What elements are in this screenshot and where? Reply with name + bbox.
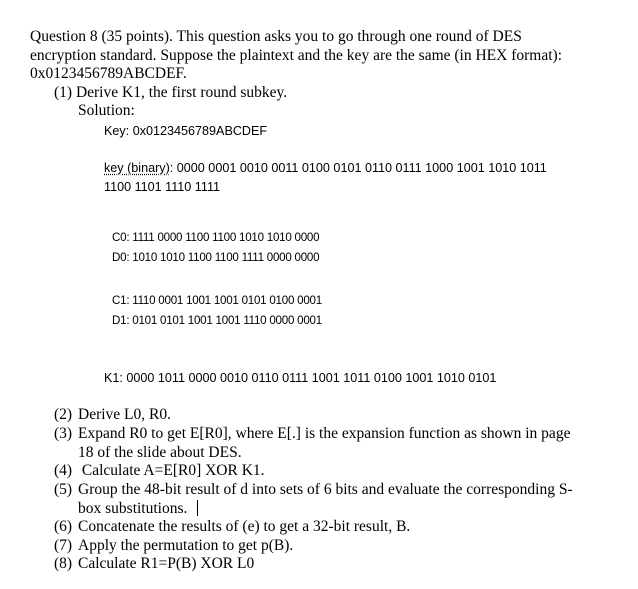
d0-value: D0: 1010 1010 1100 1100 1111 0000 0000 — [112, 251, 320, 264]
part1-label: (1) Derive K1, the first round subkey. — [54, 84, 288, 101]
item-text: Expand R0 to get E[R0], where E[.] is the expansion function as shown in page — [78, 425, 571, 442]
item-text: Concatenate the results of (e) to get a 32-bit result, B. — [78, 518, 411, 535]
item-text: Calculate A=E[R0] XOR K1. — [78, 462, 265, 479]
k1-value: K1: 0000 1011 0000 0010 0110 0111 1001 1011 0100 1001 1010 0101 — [104, 371, 497, 385]
text-cursor — [197, 500, 198, 516]
item-text: Calculate R1=P(B) XOR L0 — [78, 555, 255, 572]
c0-value: C0: 1111 0000 1100 1100 1010 1010 0000 — [112, 231, 320, 244]
list-item — [54, 425, 614, 462]
question-paragraph — [30, 28, 610, 84]
list-item — [54, 462, 614, 481]
item-text-with-cursor[interactable] — [54, 500, 614, 519]
item-number: (8) — [54, 555, 73, 572]
key-binary-line-2: 1100 1101 1110 1111 — [104, 180, 221, 194]
item-number: (4) — [54, 462, 73, 479]
item-number: (3) — [54, 425, 73, 442]
list-item — [54, 537, 614, 556]
list-item — [54, 518, 614, 537]
key-binary-line-1 — [104, 159, 547, 178]
list-item — [54, 555, 614, 574]
key-binary-separator: : — [169, 161, 177, 175]
question-line: encryption standard. Suppose the plaintext and the key are the same (in HEX format): — [30, 46, 563, 64]
item-text: box substitutions. — [78, 499, 188, 517]
item-number: (5) — [54, 481, 73, 498]
key-binary-label: key (binary) — [104, 161, 170, 175]
d1-value: D1: 0101 0101 1001 1001 1110 0000 0001 — [112, 314, 322, 327]
item-text: 18 of the slide about DES. — [78, 443, 242, 461]
item-number: (2) — [54, 406, 73, 423]
item-number: (6) — [54, 518, 73, 535]
item-text: Apply the permutation to get p(B). — [78, 537, 294, 554]
key-hex: Key: 0x0123456789ABCDEF — [104, 124, 268, 138]
solution-label: Solution: — [78, 102, 135, 119]
item-number: (7) — [54, 537, 73, 554]
item-text: Derive L0, R0. — [78, 406, 171, 423]
list-item — [54, 406, 614, 425]
question-line: Question 8 (35 points). This question asks you to go through one round of DES — [30, 28, 522, 45]
list-item — [54, 481, 614, 518]
key-binary-bits: 0000 0001 0010 0011 0100 0101 0110 0111 1000 1001 1010 1011 — [176, 161, 547, 175]
c1-value: C1: 1110 0001 1001 1001 0101 0100 0001 — [112, 294, 322, 307]
item-text: Group the 48-bit result of d into sets of 6 bits and evaluate the corresponding S- — [78, 481, 573, 498]
question-line: 0x0123456789ABCDEF. — [30, 65, 187, 82]
